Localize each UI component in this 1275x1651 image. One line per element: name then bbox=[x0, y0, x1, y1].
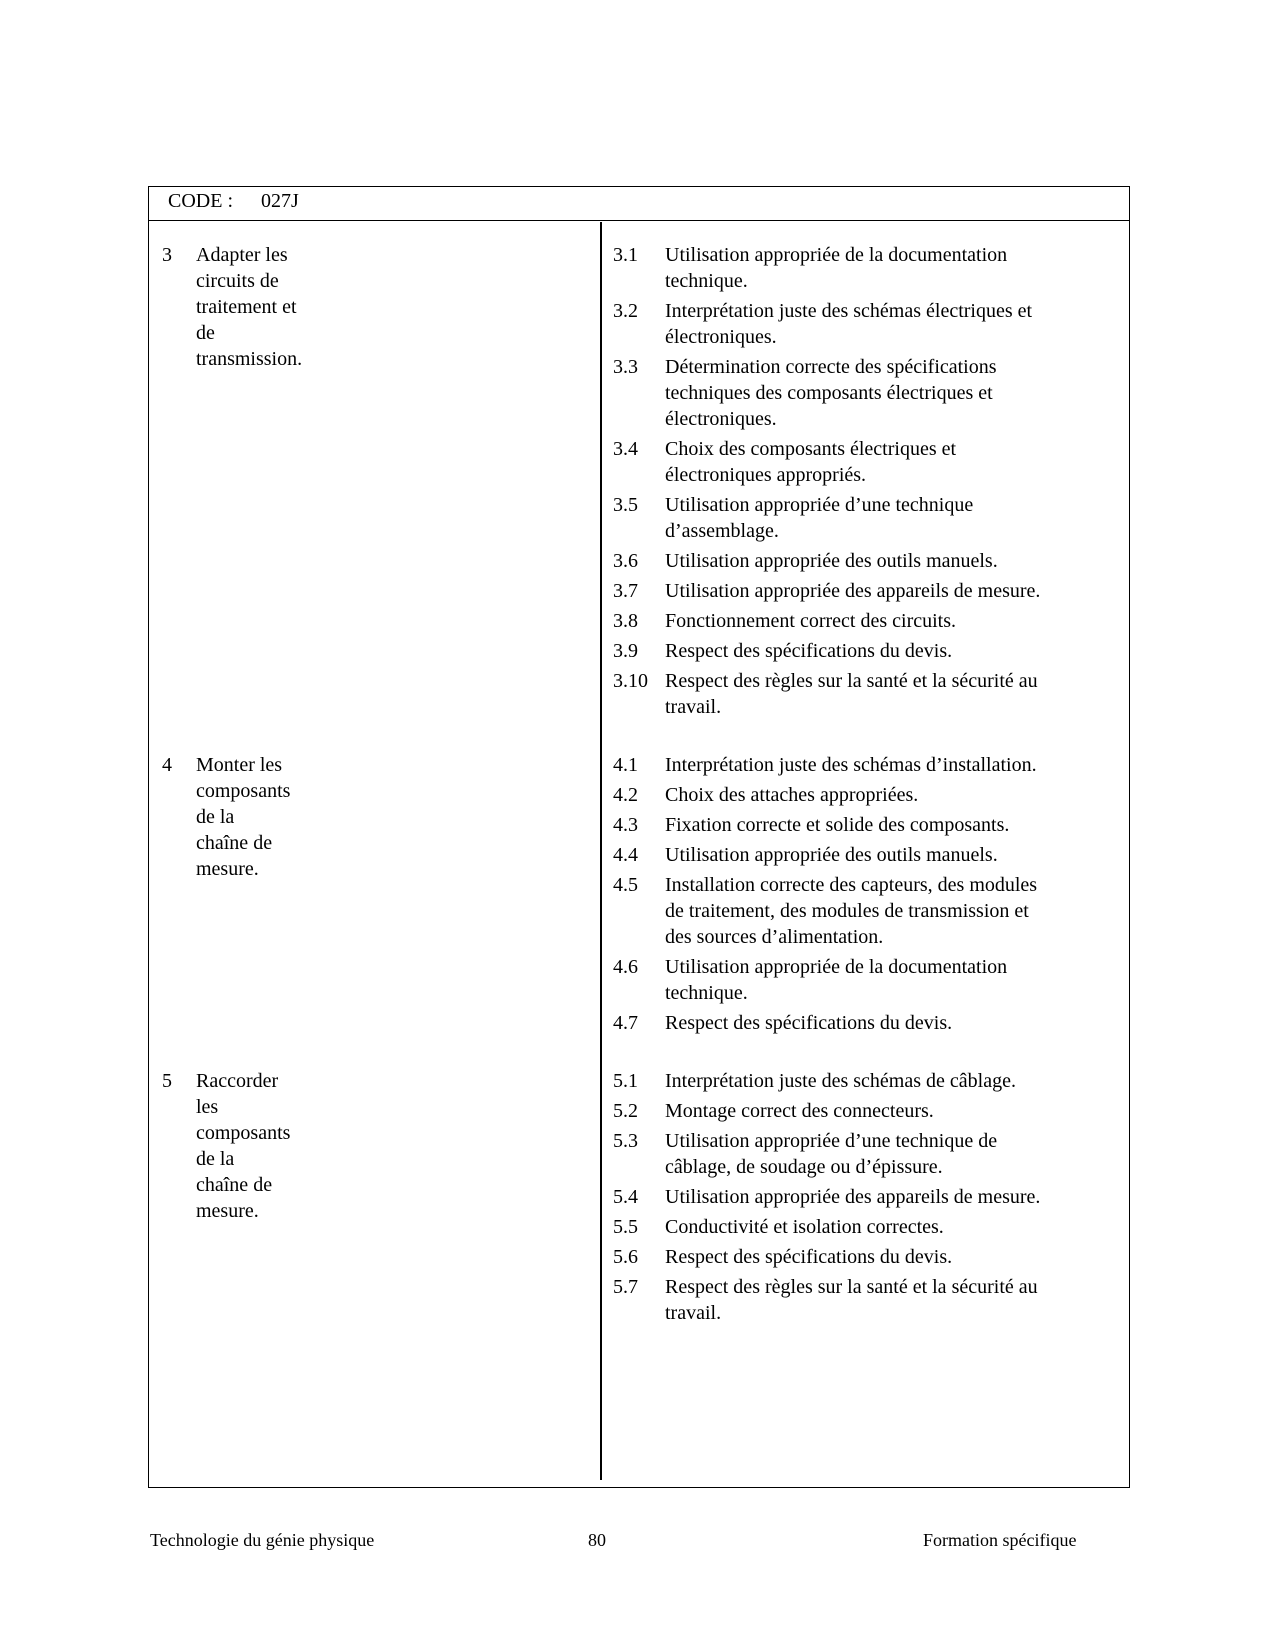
criterion-text bbox=[665, 812, 1095, 838]
criterion-line: Conductivité et isolation correctes. bbox=[665, 1216, 944, 1238]
criterion-text bbox=[665, 1098, 1095, 1124]
criterion-line: Interprétation juste des schémas de câblage. bbox=[665, 1070, 1016, 1092]
competency-line: Adapter les circuits de traitement et de bbox=[196, 244, 297, 344]
criterion-text bbox=[665, 242, 1095, 294]
criterion-number: 3.5 bbox=[613, 494, 638, 516]
criterion-text bbox=[665, 436, 1095, 488]
criterion-text bbox=[665, 954, 1095, 1006]
column-divider bbox=[600, 222, 602, 1480]
criterion-number: 3.6 bbox=[613, 550, 638, 572]
criterion-text bbox=[665, 548, 1095, 574]
criterion-number: 5.1 bbox=[613, 1070, 638, 1092]
competency-line: Monter les composants de la chaîne de bbox=[196, 754, 291, 854]
competency-line: mesure. bbox=[196, 858, 259, 880]
criterion-number: 3.2 bbox=[613, 300, 638, 322]
competency-text bbox=[196, 1068, 290, 1224]
criterion-line: électroniques. bbox=[665, 408, 777, 430]
criterion-number: 4.7 bbox=[613, 1012, 638, 1034]
criterion-line: Respect des spécifications du devis. bbox=[665, 1246, 953, 1268]
criterion-line: Utilisation appropriée de la documentation bbox=[665, 244, 1008, 266]
criterion-line: Utilisation appropriée de la documentation bbox=[665, 956, 1008, 978]
criterion-number: 5.7 bbox=[613, 1276, 638, 1298]
criterion-line: Fonctionnement correct des circuits. bbox=[665, 610, 957, 632]
criterion-line: Choix des composants électriques et bbox=[665, 438, 957, 460]
criterion-line: électroniques appropriés. bbox=[665, 464, 867, 486]
criterion-text bbox=[665, 578, 1095, 604]
competency-line: transmission. bbox=[196, 348, 303, 370]
competency-line: mesure. bbox=[196, 1200, 259, 1222]
criterion-text bbox=[665, 608, 1095, 634]
criterion-text bbox=[665, 1068, 1095, 1094]
criterion-text bbox=[665, 1244, 1095, 1270]
criterion-text bbox=[665, 354, 1095, 432]
criterion-number: 3.1 bbox=[613, 244, 638, 266]
criterion-line: Respect des spécifications du devis. bbox=[665, 640, 953, 662]
criterion-line: Utilisation appropriée des outils manuels. bbox=[665, 844, 998, 866]
criterion-line: Utilisation appropriée des appareils de mesure. bbox=[665, 1186, 1041, 1208]
code-label-text: CODE : bbox=[168, 190, 233, 212]
criterion-text bbox=[665, 1184, 1095, 1210]
criterion-line: Fixation correcte et solide des composants. bbox=[665, 814, 1010, 836]
footer-left: Technologie du génie physique bbox=[150, 1530, 375, 1550]
criterion-number: 3.4 bbox=[613, 438, 638, 460]
criterion-line: des sources d’alimentation. bbox=[665, 926, 884, 948]
criterion-line: travail. bbox=[665, 696, 722, 718]
criterion-text bbox=[665, 1010, 1095, 1036]
criterion-line: Respect des règles sur la santé et la sécurité au bbox=[665, 1276, 1038, 1298]
footer-right: Formation spécifique bbox=[923, 1530, 1077, 1550]
criterion-number: 4.5 bbox=[613, 874, 638, 896]
criterion-number: 4.4 bbox=[613, 844, 638, 866]
criterion-line: Interprétation juste des schémas électriques et bbox=[665, 300, 1033, 322]
criterion-text bbox=[665, 1128, 1095, 1180]
competency-number: 3 bbox=[162, 244, 172, 266]
criterion-line: techniques des composants électriques et bbox=[665, 382, 993, 404]
criterion-line: technique. bbox=[665, 982, 748, 1004]
criterion-text bbox=[665, 492, 1095, 544]
criterion-line: Détermination correcte des spécifications bbox=[665, 356, 997, 378]
criterion-text bbox=[665, 298, 1095, 350]
criterion-number: 5.5 bbox=[613, 1216, 638, 1238]
criterion-line: câblage, de soudage ou d’épissure. bbox=[665, 1156, 943, 1178]
criterion-line: électroniques. bbox=[665, 326, 777, 348]
competency-number: 5 bbox=[162, 1070, 172, 1092]
competency-text bbox=[196, 752, 290, 882]
criterion-line: Respect des règles sur la santé et la sécurité au bbox=[665, 670, 1038, 692]
code-label bbox=[168, 190, 299, 213]
criterion-text bbox=[665, 782, 1095, 808]
criterion-number: 3.10 bbox=[613, 670, 648, 692]
criterion-line: technique. bbox=[665, 270, 748, 292]
criterion-line: Choix des attaches appropriées. bbox=[665, 784, 919, 806]
footer-page-number: 80 bbox=[588, 1530, 606, 1550]
criterion-number: 4.6 bbox=[613, 956, 638, 978]
criterion-number: 4.2 bbox=[613, 784, 638, 806]
criterion-number: 3.8 bbox=[613, 610, 638, 632]
criterion-number: 5.4 bbox=[613, 1186, 638, 1208]
criterion-text bbox=[665, 638, 1095, 664]
criterion-text bbox=[665, 872, 1095, 950]
criterion-line: travail. bbox=[665, 1302, 722, 1324]
criterion-line: Utilisation appropriée des appareils de mesure. bbox=[665, 580, 1041, 602]
criterion-number: 4.1 bbox=[613, 754, 638, 776]
criterion-line: Interprétation juste des schémas d’installation. bbox=[665, 754, 1037, 776]
code-row bbox=[148, 186, 1130, 221]
criterion-line: Utilisation appropriée d’une technique de bbox=[665, 1130, 998, 1152]
criterion-line: Installation correcte des capteurs, des modules bbox=[665, 874, 1038, 896]
competency-number: 4 bbox=[162, 754, 172, 776]
criterion-line: Montage correct des connecteurs. bbox=[665, 1100, 934, 1122]
criterion-text bbox=[665, 752, 1095, 778]
criterion-line: d’assemblage. bbox=[665, 520, 779, 542]
criterion-line: Respect des spécifications du devis. bbox=[665, 1012, 953, 1034]
criterion-number: 4.3 bbox=[613, 814, 638, 836]
competency-text bbox=[196, 242, 302, 372]
criterion-text bbox=[665, 668, 1095, 720]
criterion-line: Utilisation appropriée d’une technique bbox=[665, 494, 974, 516]
criterion-text bbox=[665, 842, 1095, 868]
criterion-text bbox=[665, 1274, 1095, 1326]
criterion-line: Utilisation appropriée des outils manuels. bbox=[665, 550, 998, 572]
criterion-number: 5.2 bbox=[613, 1100, 638, 1122]
criterion-number: 5.6 bbox=[613, 1246, 638, 1268]
criterion-number: 3.3 bbox=[613, 356, 638, 378]
criterion-number: 5.3 bbox=[613, 1130, 638, 1152]
criterion-number: 3.7 bbox=[613, 580, 638, 602]
criterion-line: de traitement, des modules de transmission et bbox=[665, 900, 1029, 922]
competency-line: Raccorder les composants de la chaîne de bbox=[196, 1070, 291, 1196]
criterion-text bbox=[665, 1214, 1095, 1240]
criterion-number: 3.9 bbox=[613, 640, 638, 662]
code-value: 027J bbox=[261, 190, 299, 212]
